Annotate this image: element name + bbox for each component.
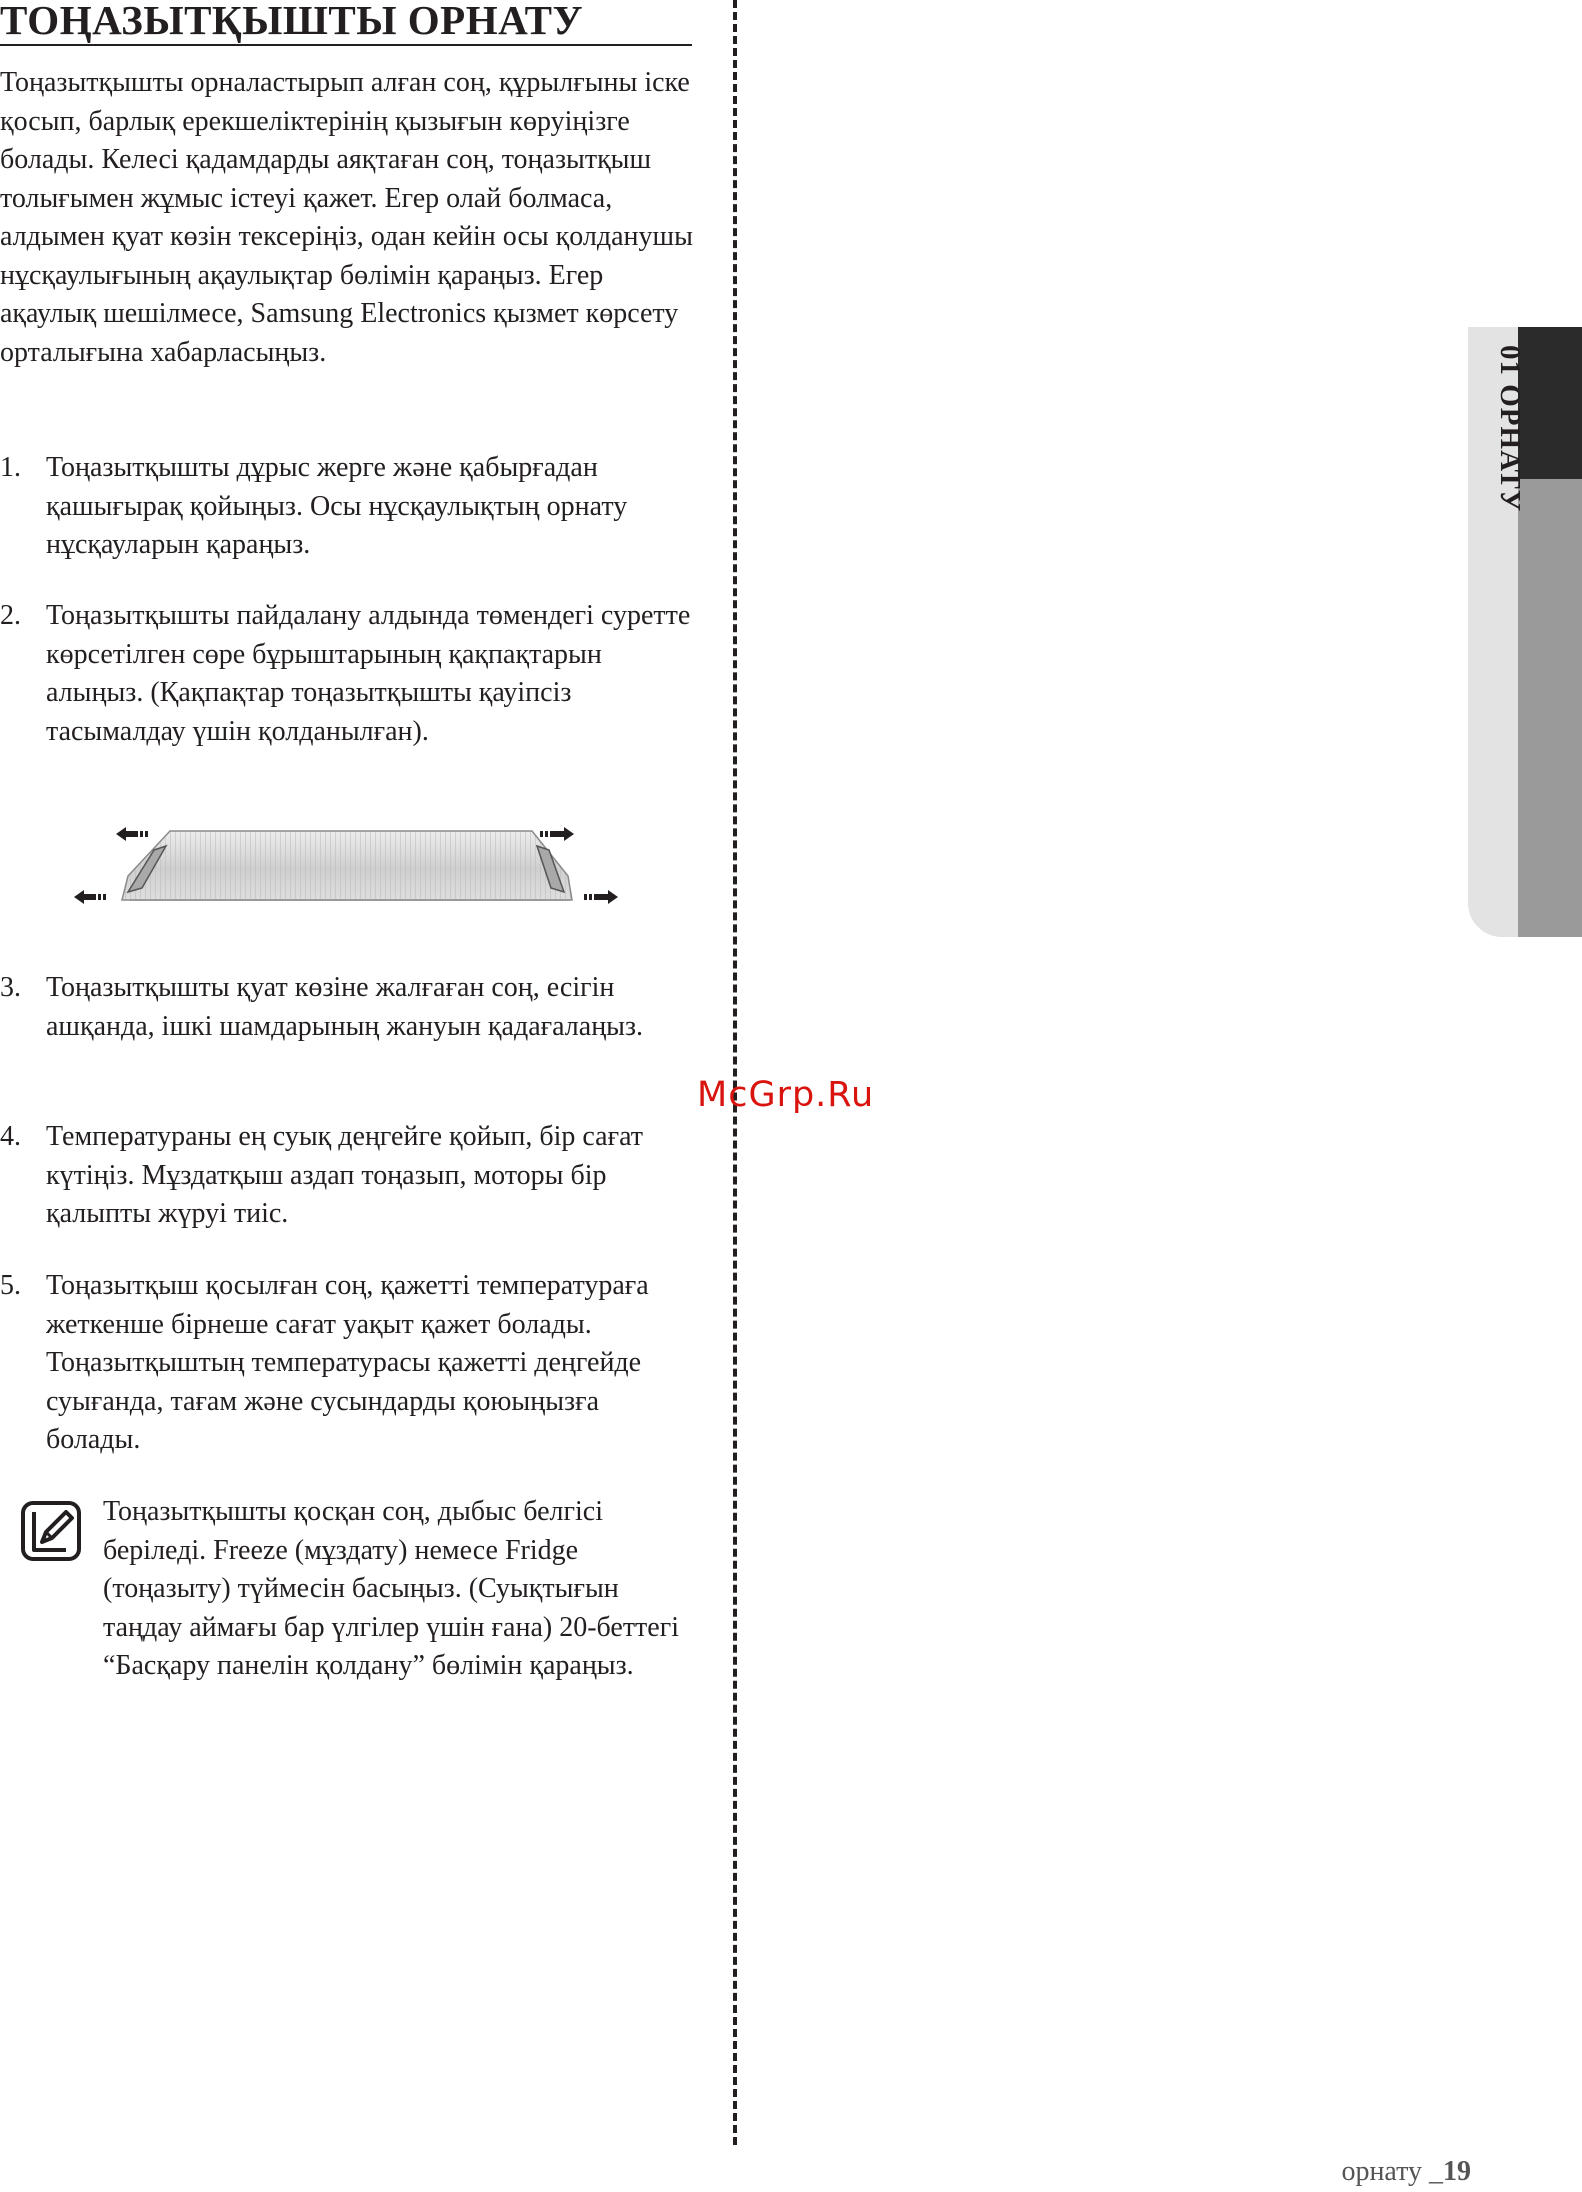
step-number: 1. xyxy=(0,452,21,483)
step-number: 5. xyxy=(0,1270,21,1301)
page-footer xyxy=(1341,2156,1471,2188)
watermark: McGrp.Ru xyxy=(697,1075,875,1115)
shelf-glass xyxy=(122,831,572,900)
step-2 xyxy=(0,597,700,751)
footer-section-name: орнату _ xyxy=(1341,2156,1443,2187)
section-tab-dark-block xyxy=(1518,327,1582,479)
step-text: Тоңазытқышты қуат көзіне жалғаған соң, есігін ашқанда, ішкі шамдарының жануын қадағалаңыз. xyxy=(46,972,644,1042)
section-tab-gray-block xyxy=(1518,479,1582,937)
step-text: Тоңазытқышты дұрыс жерге және қабырғадан қашығырақ қойыңыз. Осы нұсқаулықтың орнату нұсқауларын қараңыз. xyxy=(46,452,628,560)
step-number: 2. xyxy=(0,600,21,631)
page-title: ТОҢАЗЫТҚЫШТЫ ОРНАТУ xyxy=(0,0,692,46)
step-text: Тоңазытқыш қосылған соң, қажетті температураға жеткенше бірнеше сағат уақыт қажет болады. Тоңазытқыштың температурасы қажетті деңгейде суығанда, тағам және сусындарды қоюыңызға болады. xyxy=(46,1270,649,1455)
note-text: Тоңазытқышты қосқан соң, дыбыс белгісі беріледі. Freeze (мұздату) немесе Fridge (тоңазыту) түймесін басыңыз. (Суықтығын таңдау аймағы бар үлгілер үшін ғана) 20-беттегі “Басқару панелін қолдану” бөлімін қараңыз. xyxy=(103,1496,679,1681)
step-text: Тоңазытқышты пайдалану алдында төмендегі суретте көрсетілген сөре бұрыштарының қақпақтарын алыңыз. (Қақпақтар тоңазытқышты қауіпсіз тасымалдау үшін қолданылған). xyxy=(46,600,691,747)
step-number: 4. xyxy=(0,1121,21,1152)
step-text: Температураны ең суық деңгейге қойып, бір сағат күтіңіз. Мұздатқыш аздап тоңазып, моторы бір қалыпты жүруі тиіс. xyxy=(46,1121,644,1229)
arrow-left-top-icon xyxy=(116,827,148,841)
shelf-caps-illustration xyxy=(70,822,620,916)
step-4 xyxy=(0,1118,700,1234)
intro-paragraph: Тоңазытқышты орналастырып алған соң, құрылғыны іске қосып, барлық ерекшеліктерінің қызығын көруіңізге болады. Келесі қадамдарды аяқтаған соң, тоңазытқыш толығымен жұмыс істеуі қажет. Егер олай болмаса, алдымен қуат көзін тексеріңіз, одан кейін осы қолданушы нұсқаулығының ақаулықтар бөлімін қараңыз. Егер ақаулық шешілмесе, Samsung Electronics қызмет көрсету орталығына хабарласыңыз. xyxy=(0,67,693,368)
step-number: 3. xyxy=(0,972,21,1003)
arrow-left-bottom-icon xyxy=(74,890,106,904)
arrow-right-bottom-icon xyxy=(584,890,618,904)
column-divider xyxy=(733,0,737,2145)
note-pencil-icon xyxy=(20,1500,82,1562)
step-5 xyxy=(0,1267,700,1460)
step-1 xyxy=(0,449,700,565)
step-3 xyxy=(0,969,700,1046)
page-number: 19 xyxy=(1443,2156,1471,2187)
section-tab-label: 01 ОРНАТУ xyxy=(1494,345,1526,513)
arrow-right-top-icon xyxy=(540,827,574,841)
